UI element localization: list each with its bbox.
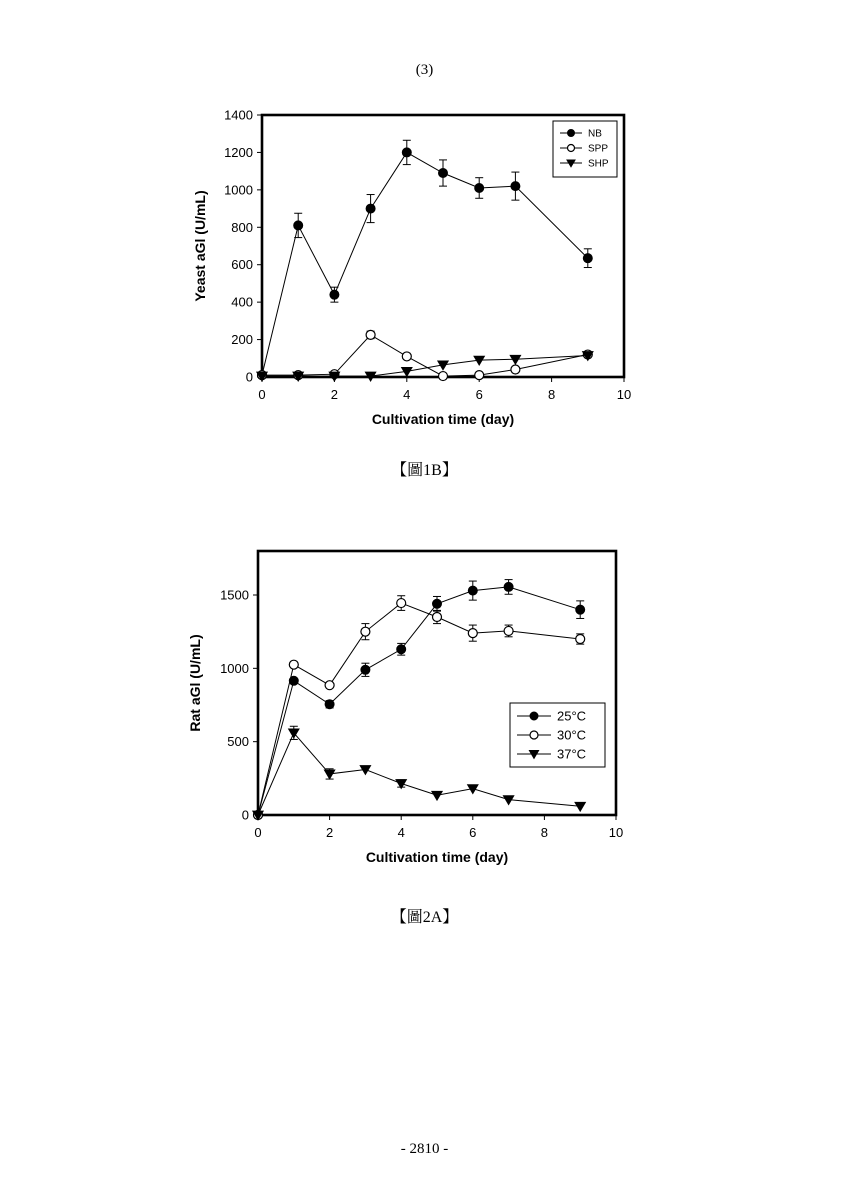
c1-x-axis-title: Cultivation time (day)	[371, 411, 515, 427]
c2-series-30c-point	[576, 635, 585, 644]
c1-y-tick-label: 1400	[224, 107, 253, 123]
c2-series-25c-point	[468, 586, 477, 595]
c2-legend-marker	[530, 731, 538, 739]
c2-legend-label: 25°C	[557, 708, 587, 724]
c2-x-tick-label: 4	[397, 825, 405, 840]
c2-series-25c-line	[258, 587, 580, 815]
c2-legend-label: 37°C	[557, 746, 587, 762]
c2-x-axis-title: Cultivation time (day)	[365, 849, 509, 865]
c1-x-tick-label: 6	[475, 387, 483, 402]
c2-series-25c-point	[325, 700, 334, 709]
c2-legend-label: 30°C	[557, 727, 587, 743]
c2-series-30c-point	[433, 613, 442, 622]
c2-series-37c-point	[324, 770, 334, 779]
c1-legend-label: NB	[588, 128, 602, 140]
c2-x-tick-label: 10	[608, 825, 624, 840]
c2-series-30c-point	[468, 629, 477, 638]
c2-series-25c-point	[576, 605, 585, 614]
c1-y-axis-title: Yeast aGl (U/mL)	[192, 190, 208, 302]
c1-x-tick-label: 0	[258, 387, 266, 402]
c1-x-tick-label: 4	[403, 387, 411, 402]
c2-x-tick-label: 2	[325, 825, 334, 840]
c2-legend-marker	[530, 712, 538, 720]
c1-y-tick-label: 400	[231, 294, 253, 310]
c2-series-30c-point	[397, 599, 406, 608]
c1-x-tick-label: 10	[616, 387, 632, 402]
c2-series-25c-point	[397, 645, 406, 654]
c2-series-25c-point	[433, 599, 442, 608]
c1-y-tick-label: 0	[245, 369, 253, 385]
c1-legend-label: SHP	[588, 158, 609, 170]
c2-series-25c-point	[504, 582, 513, 591]
c1-legend-label: SPP	[588, 143, 609, 155]
figure-caption-2a: 【圖2A】	[390, 909, 459, 926]
c2-plot-frame	[258, 551, 616, 815]
c1-y-tick-label: 1200	[224, 144, 253, 160]
page-footer: - 2810 -	[400, 1141, 449, 1157]
c1-y-tick-label: 200	[231, 332, 253, 348]
c2-y-tick-label: 0	[241, 807, 249, 823]
c2-y-axis-title: Rat aGl (U/mL)	[187, 634, 203, 732]
c2-x-tick-label: 6	[469, 825, 477, 840]
c2-series-30c-point	[325, 681, 334, 690]
c1-y-tick-label: 800	[231, 219, 253, 235]
c2-series-37c-point	[575, 802, 585, 811]
c2-series-25c	[254, 580, 585, 820]
c1-x-tick-label: 8	[547, 387, 556, 402]
c1-x-tick-label: 2	[330, 387, 339, 402]
c2-series-30c-point	[289, 660, 298, 669]
c1-y-tick-label: 1000	[224, 182, 253, 198]
c2-series-30c-point	[504, 626, 513, 635]
c2-x-tick-label: 0	[254, 825, 262, 840]
c2-y-tick-label: 1000	[220, 660, 249, 676]
c2-series-25c-point	[361, 665, 370, 674]
c2-y-tick-label: 1500	[220, 587, 249, 603]
figure-caption-1b: 【圖1B】	[391, 462, 458, 479]
c2-x-tick-label: 8	[540, 825, 549, 840]
c2-series-37c-point	[432, 791, 442, 800]
c1-y-tick-label: 600	[231, 257, 253, 273]
page-header: (3)	[415, 62, 434, 78]
c2-series-30c-point	[361, 627, 370, 636]
c2-y-tick-label: 500	[227, 734, 249, 750]
